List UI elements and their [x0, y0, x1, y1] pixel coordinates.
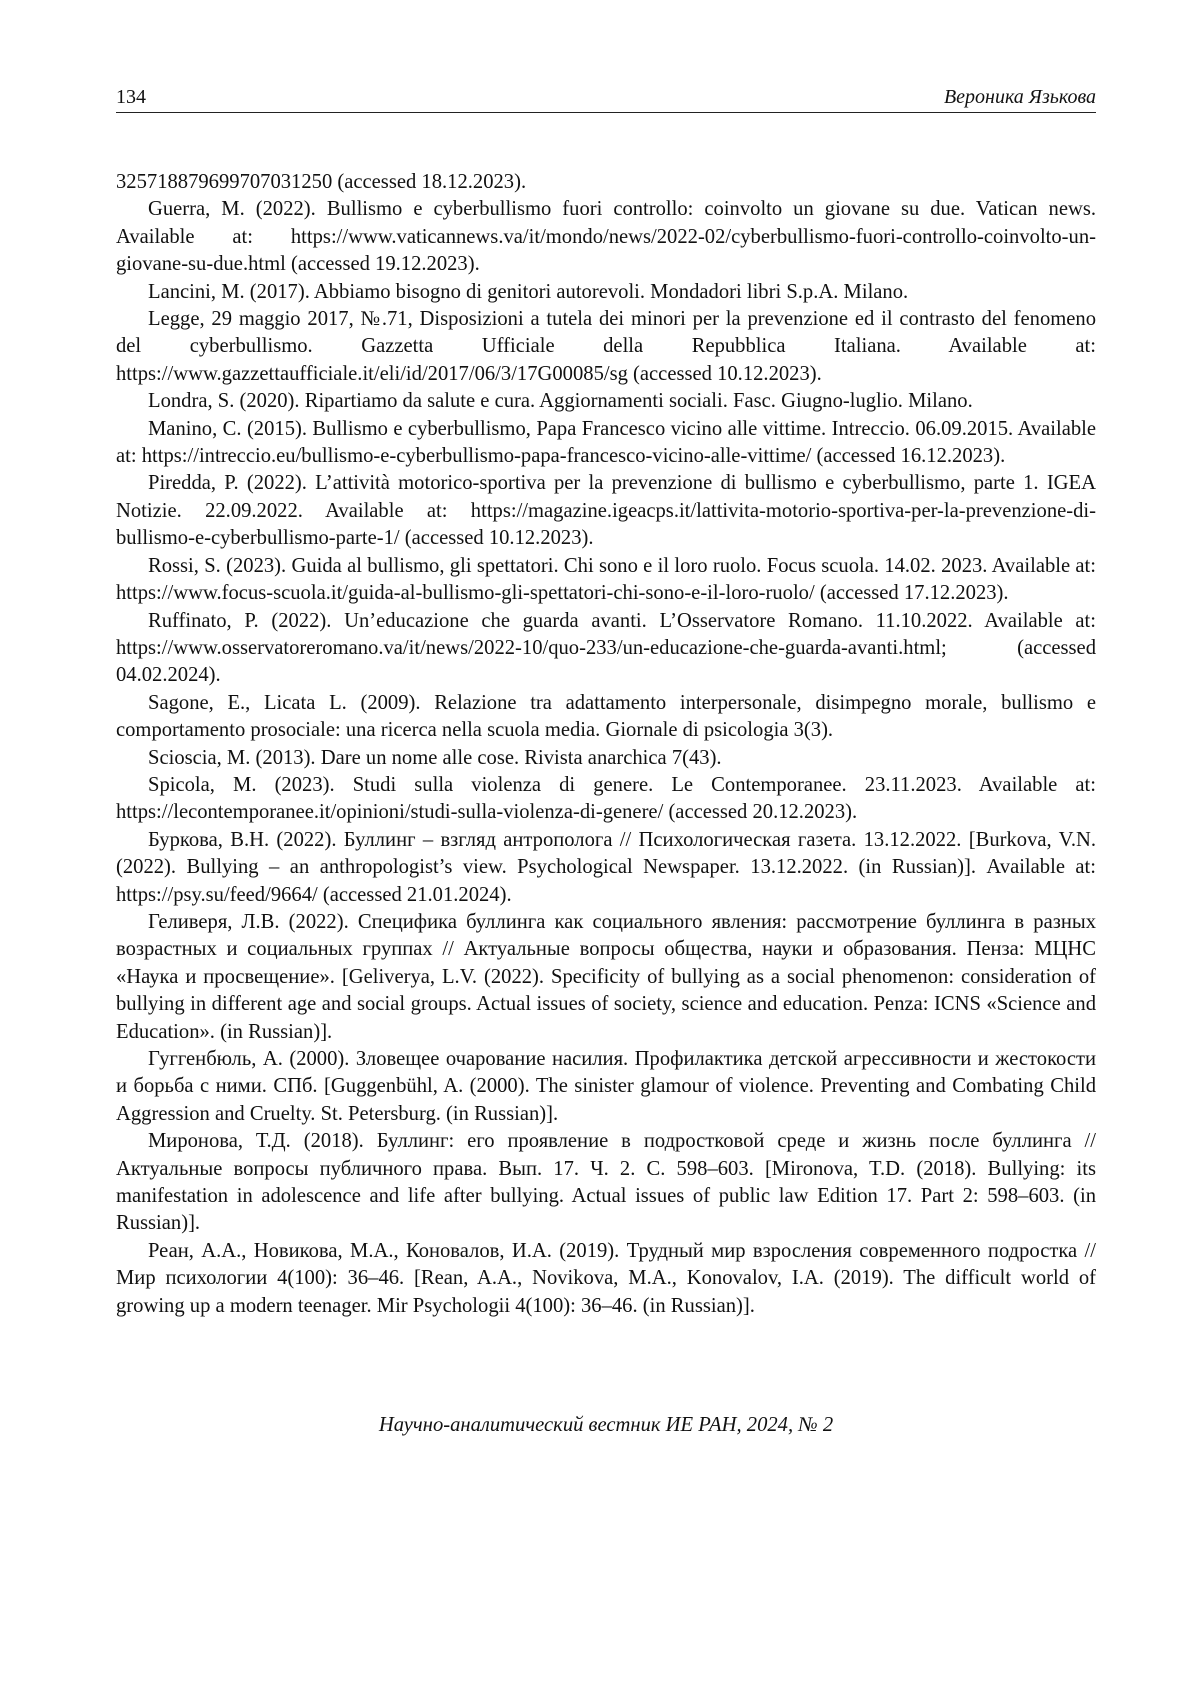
reference-entry: Rossi, S. (2023). Guida al bullismo, gli spettatori. Chi sono e il loro ruolo. Focus scuola. 14.02. 2023. Available at: https://www.focus-scuola.it/guida-al-bullismo-gli-spettatori-chi-sono-e-il-loro-ruolo/ (accessed 17.12.2023).: [116, 554, 1096, 605]
reference-entry: Ruffinato, P. (2022). Un’educazione che guarda avanti. L’Osservatore Romano. 11.10.2022. Available at: https://www.osservatoreromano.va/it/news/2022-10/quo-233/un-educazione-che-guarda-avanti.html; (accessed 04.02.2024).: [116, 609, 1096, 687]
reference-list: [116, 169, 1096, 1320]
reference-entry: Lancini, M. (2017). Abbiamo bisogno di genitori autorevoli. Mondadori libri S.p.A. Milano.: [148, 280, 909, 303]
reference-entry: Manino, C. (2015). Bullismo e cyberbullismo, Papa Francesco vicino alle vittime. Intreccio. 06.09.2015. Available at: https://intreccio.eu/bullismo-e-cyberbullismo-papa-francesco-vicino-alle-vittime/ (accessed 16.12.2023).: [116, 417, 1096, 468]
reference-entry: Piredda, P. (2022). L’attività motorico-sportiva per la prevenzione di bullismo e cyberbullismo, parte 1. IGEA Notizie. 22.09.2022. Available at: https://magazine.igeacps.it/lattivita-motorio-sportiva-per-la-prevenzione-di-bullismo-e-cyberbullismo-parte-1/ (accessed 10.12.2023).: [116, 472, 1096, 550]
page-number: 134: [116, 86, 146, 108]
reference-entry: Guerra, M. (2022). Bullismo e cyberbullismo fuori controllo: coinvolto un giovane su due. Vatican news. Available at: https://www.vaticannews.va/it/mondo/news/2022-02/cyberbullismo-fuori-controllo-coinvolto-un-giovane-su-due.html (accessed 19.12.2023).: [116, 198, 1096, 276]
reference-entry: Scioscia, M. (2013). Dare un nome alle cose. Rivista anarchica 7(43).: [148, 746, 722, 769]
reference-entry: Sagone, E., Licata L. (2009). Relazione tra adattamento interpersonale, disimpegno morale, bullismo e comportamento prosociale: una ricerca nella scuola media. Giornale di psicologia 3(3).: [116, 691, 1096, 742]
reference-entry: Миронова, Т.Д. (2018). Буллинг: его проявление в подростковой среде и жизнь после буллинга // Актуальные вопросы публичного права. Вып. 17. Ч. 2. С. 598–603. [Mironova, T.D. (2018). Bullying: its manifestation in adolescence and life after bullying. Actual issues of public law Edition 17. Part 2: 598–603. (in Russian)].: [116, 1130, 1096, 1235]
reference-entry: Гуггенбюль, А. (2000). Зловещее очарование насилия. Профилактика детской агрессивности и жестокости и борьба с ними. СПб. [Guggenbühl, A. (2000). The sinister glamour of violence. Preventing and Combating Child Aggression and Cruelty. St. Petersburg. (in Russian)].: [116, 1048, 1096, 1125]
reference-entry: Spicola, M. (2023). Studi sulla violenza di genere. Le Contemporanee. 23.11.2023. Available at: https://lecontemporanee.it/opinioni/studi-sulla-violenza-di-genere/ (accessed 20.12.2023).: [116, 773, 1096, 824]
reference-entry: Реан, А.А., Новикова, М.А., Коновалов, И.А. (2019). Трудный мир взросления современного подростка // Мир психологии 4(100): 36–46. [Rean, A.A., Novikova, M.A., Konovalov, I.A. (2019). The difficult world of growing up a modern teenager. Mir Psychologii 4(100): 36–46. (in Russian)].: [116, 1239, 1096, 1317]
running-header: [116, 84, 1096, 113]
reference-entry: Legge, 29 maggio 2017, №.71, Disposizioni a tutela dei minori per la prevenzione ed il contrasto del fenomeno del cyberbullismo. Gazzetta Ufficiale della Repubblica Italiana. Available at: https://www.gazzettaufficiale.it/eli/id/2017/06/3/17G00085/sg (accessed 10.12.2023).: [116, 308, 1096, 385]
reference-entry: Буркова, В.Н. (2022). Буллинг – взгляд антрополога // Психологическая газета. 13.12.2022. [Burkova, V.N. (2022). Bullying – an anthropologist’s view. Psychological Newspaper. 13.12.2022. (in Russian)]. Available at: https://psy.su/feed/9664/ (accessed 21.01.2024).: [116, 828, 1096, 906]
reference-entry: Геливеря, Л.В. (2022). Специфика буллинга как социального явления: рассмотрение буллинга в разных возрастных и социальных группах // Актуальные вопросы общества, науки и образования. Пенза: МЦНС «Наука и просвещение». [Geliverya, L.V. (2022). Specificity of bullying as a social phenomenon: consideration of bullying in different age and social groups. Actual issues of society, science and education. Penza: ICNS «Science and Education». (in Russian)].: [116, 910, 1096, 1043]
journal-footer: Научно-аналитический вестник ИЕ РАН, 2024, № 2: [378, 1414, 834, 1436]
reference-entry: Londra, S. (2020). Ripartiamo da salute e cura. Aggiornamenti sociali. Fasc. Giugno-luglio. Milano.: [148, 390, 973, 413]
running-author: Вероника Язькова: [943, 86, 1096, 108]
reference-entry: 325718879699707031250 (accessed 18.12.2023).: [116, 171, 527, 193]
